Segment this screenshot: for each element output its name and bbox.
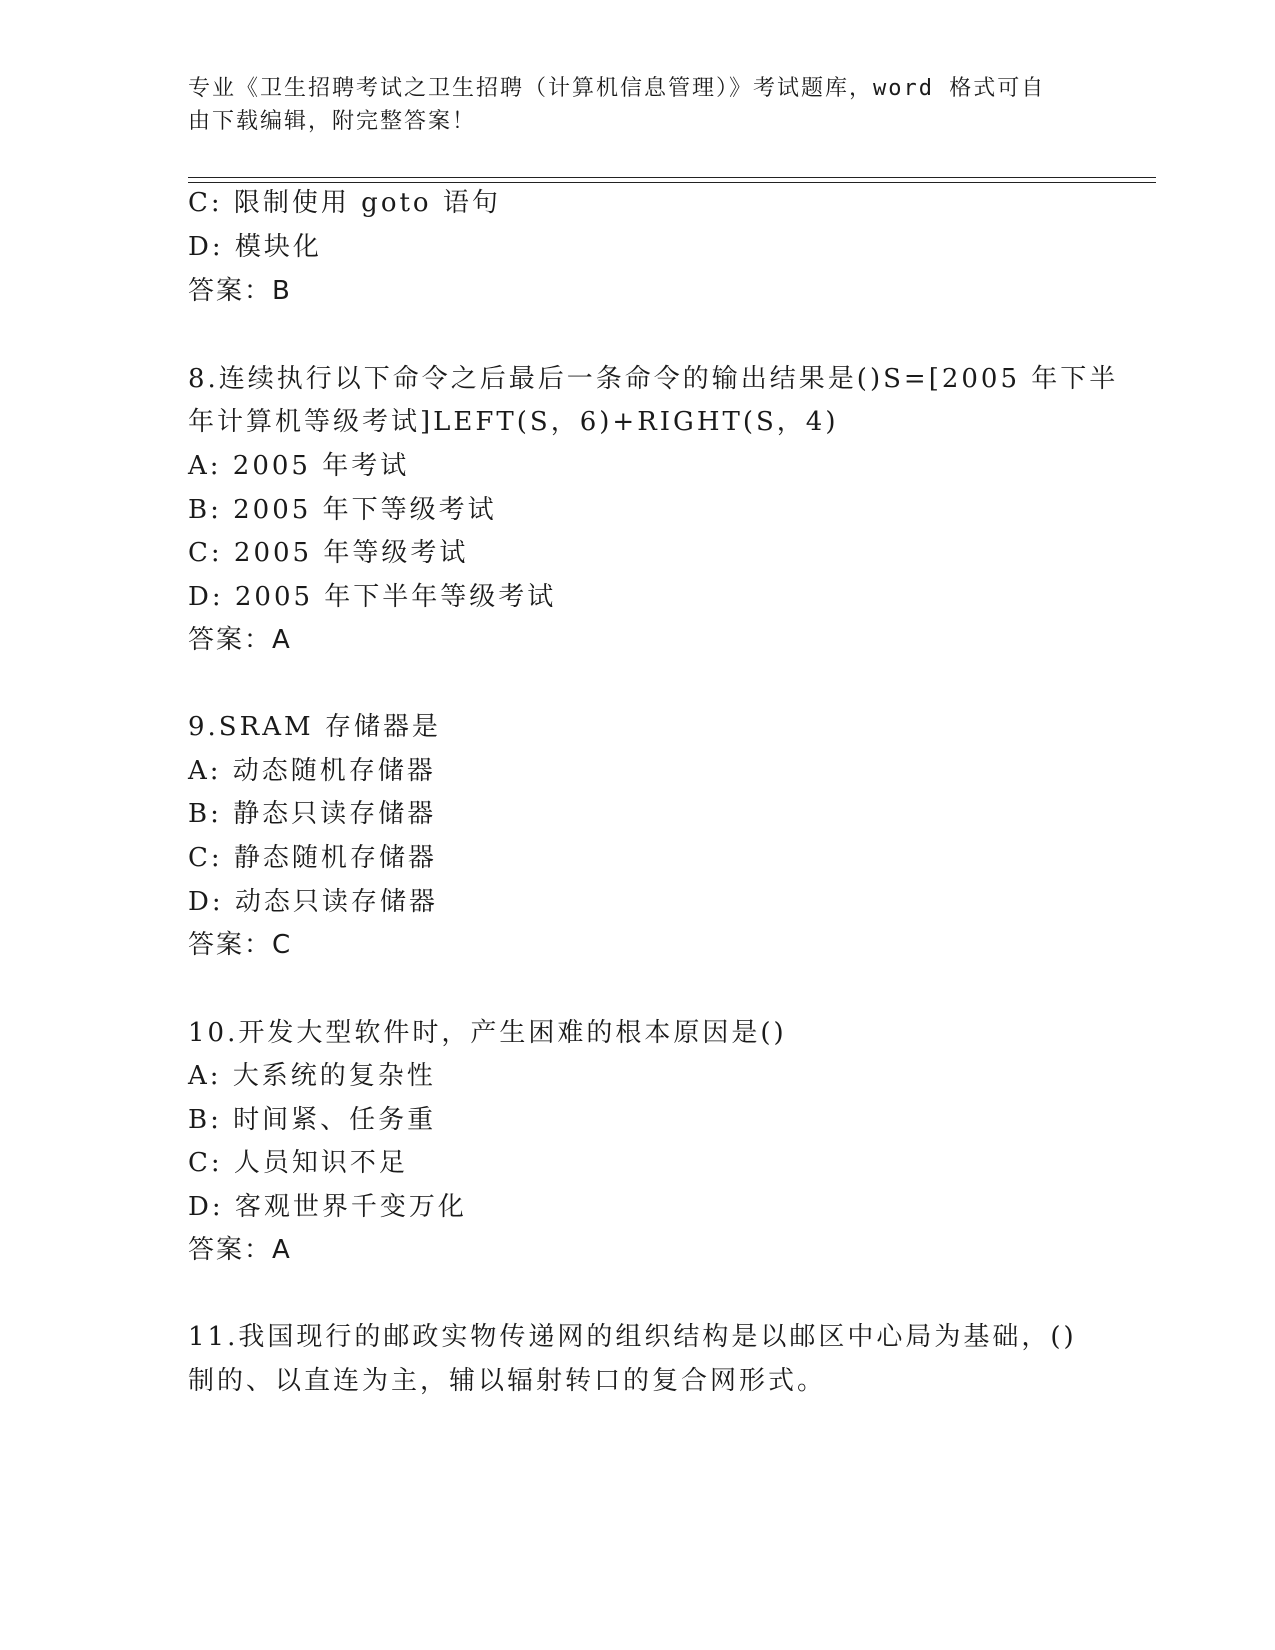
q10-option-c: C: 人员知识不足 xyxy=(188,1148,408,1178)
q9-answer: 答案：C xyxy=(188,930,293,960)
q9-option-a: A: 动态随机存储器 xyxy=(188,756,436,786)
q8-answer: 答案：A xyxy=(188,625,292,655)
q8-option-a: A: 2005 年考试 xyxy=(188,451,410,481)
header-line-2: 由下载编辑，附完整答案！ xyxy=(188,109,477,134)
q10-answer: 答案：A xyxy=(188,1235,292,1265)
prev-option-d: D: 模块化 xyxy=(188,232,322,262)
q8-option-c: C: 2005 年等级考试 xyxy=(188,538,469,568)
q9-option-c: C: 静态随机存储器 xyxy=(188,843,437,873)
q10-stem-line-1: 10.开发大型软件时，产生困难的根本原因是() xyxy=(188,1018,787,1048)
prev-option-c: C: 限制使用 goto 语句 xyxy=(188,188,501,218)
q10-option-d: D: 客观世界千变万化 xyxy=(188,1192,467,1222)
q8-option-d: D: 2005 年下半年等级考试 xyxy=(188,582,557,612)
header-divider-bottom xyxy=(188,182,1156,183)
q9-stem-line-1: 9.SRAM 存储器是 xyxy=(188,712,441,742)
q11-stem-line-2: 制的、以直连为主，辅以辐射转口的复合网形式。 xyxy=(188,1366,827,1396)
header-line-1: 专业《卫生招聘考试之卫生招聘（计算机信息管理）》考试题库，word 格式可自 xyxy=(188,76,1046,101)
q8-option-b: B: 2005 年下等级考试 xyxy=(188,495,497,525)
q8-stem-line-1: 8.连续执行以下命令之后最后一条命令的输出结果是()S=[2005 年下半 xyxy=(188,364,1119,394)
q10-option-a: A: 大系统的复杂性 xyxy=(188,1061,436,1091)
q9-option-b: B: 静态只读存储器 xyxy=(188,799,437,829)
q10-option-b: B: 时间紧、任务重 xyxy=(188,1105,437,1135)
q9-option-d: D: 动态只读存储器 xyxy=(188,887,438,917)
document-header xyxy=(188,72,1088,138)
header-divider-top xyxy=(188,177,1156,178)
q8-stem-line-2: 年计算机等级考试]LEFT(S，6)+RIGHT(S，4) xyxy=(188,407,839,437)
prev-answer: 答案：B xyxy=(188,276,292,306)
q11-stem-line-1: 11.我国现行的邮政实物传递网的组织结构是以邮区中心局为基础，() xyxy=(188,1322,1077,1352)
